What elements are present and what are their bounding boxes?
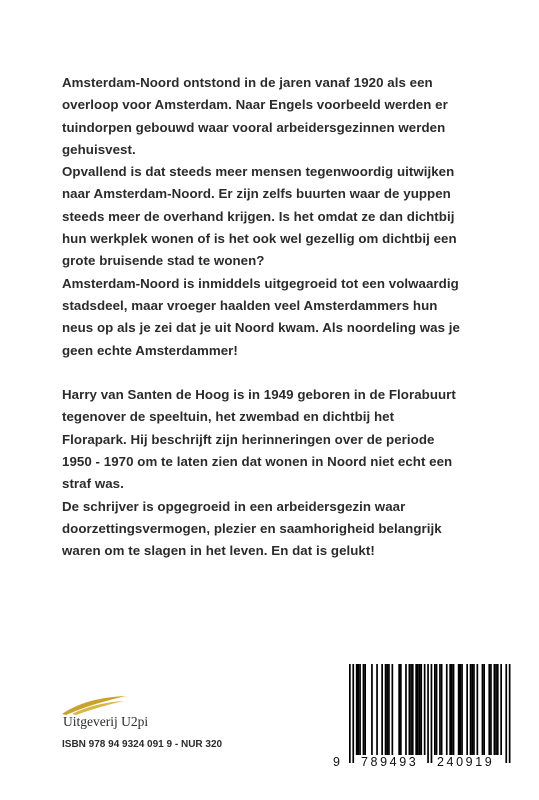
blurb-line: Amsterdam-Noord ontstond in de jaren vanaf 1920 als een (62, 75, 433, 90)
barcode-bar (453, 664, 455, 755)
barcode-bar (483, 664, 485, 755)
blurb-line: tegenover de speeltuin, het zwembad en dichtbij het (62, 409, 395, 425)
barcode-bar (400, 664, 402, 755)
barcode-bar (460, 664, 462, 755)
barcode-first-digit: 9 (333, 755, 340, 769)
blurb-line: tuindorpen gebouwd waar vooral arbeidersgezinnen werden (62, 119, 446, 135)
barcode-bar (449, 664, 451, 755)
back-cover-blurb (62, 72, 522, 563)
blurb-line: hun werkplek wonen of is het ook wel gezellig om dichtbij een (62, 231, 457, 247)
barcode-bar (495, 664, 497, 755)
barcode-digits (327, 755, 522, 771)
barcode-bar (412, 664, 414, 755)
barcode-bar (427, 664, 429, 763)
barcode-bar (439, 664, 441, 755)
blurb-paragraph-4 (62, 384, 522, 495)
blurb-line: straf was. (62, 476, 124, 492)
ean-barcode (327, 660, 522, 772)
barcode-bar (505, 664, 507, 763)
blurb-line: De schrijver is opgegroeid in een arbeidersgezin waar (62, 498, 406, 514)
blurb-paragraph-3 (62, 273, 522, 362)
barcode-bar (434, 664, 436, 755)
barcode-bar (441, 664, 443, 755)
barcode-bar (458, 664, 460, 755)
barcode-bar (385, 664, 387, 755)
barcode-bar (398, 664, 400, 755)
barcode-bar (388, 664, 390, 755)
barcode-bar (431, 664, 433, 763)
barcode-bar (420, 664, 422, 755)
blurb-paragraph-1 (62, 72, 522, 161)
barcode-bar (371, 664, 373, 755)
blurb-line: steeds meer de overhand krijgen. Is het omdat ze dan dichtbij (62, 208, 455, 224)
barcode-bar (424, 664, 426, 755)
swoosh-stroke-1 (62, 696, 126, 715)
barcode-bar (490, 664, 492, 755)
blurb-line: Florapark. Hij beschrijft zijn herinneringen over de periode (62, 431, 435, 447)
barcode-bar (470, 664, 472, 755)
blurb-line: stadsdeel, maar vroeger haalden veel Amsterdammers hun (62, 297, 438, 313)
quill-swoosh-icon (60, 694, 130, 716)
blurb-line: doorzettingsvermogen, plezier en saamhorigheid belangrijk (62, 520, 442, 536)
barcode-bar (436, 664, 438, 755)
blurb-line: waren om te slagen in het leven. En dat is gelukt! (62, 543, 375, 559)
blurb-paragraph-5 (62, 496, 522, 563)
blurb-paragraph-2 (62, 161, 522, 272)
barcode-bar (494, 664, 496, 755)
blurb-line: naar Amsterdam-Noord. Er zijn zelfs buurten waar de yuppen (62, 186, 451, 202)
barcode-bar (482, 664, 484, 755)
barcode-bar (405, 664, 407, 755)
barcode-bar (488, 664, 490, 755)
barcode-bar (376, 664, 378, 755)
barcode-bar (509, 664, 511, 763)
barcode-right-digits: 240919 (437, 755, 495, 769)
barcode-bar (410, 664, 412, 755)
barcode-bar (359, 664, 361, 755)
publisher-name: Uitgeverij U2pi (63, 714, 149, 729)
barcode-bar (364, 664, 366, 755)
barcode-bar (392, 664, 394, 755)
barcode-bar (477, 664, 479, 755)
barcode-bar (417, 664, 419, 755)
barcode-bar (381, 664, 383, 755)
barcode-bar (356, 664, 358, 755)
barcode-bar (419, 664, 421, 755)
blurb-line: gehuisvest. (62, 141, 136, 157)
barcode-bar (451, 664, 453, 755)
blurb-line: neus op als je zei dat je uit Noord kwam. Als noordeling was je (62, 320, 460, 336)
barcode-bar (363, 664, 365, 755)
blurb-line: geen echte Amsterdammer! (62, 342, 238, 358)
paragraph-spacer (62, 362, 522, 384)
barcode-bar (461, 664, 463, 755)
barcode-bar (386, 664, 388, 755)
blurb-line: overloop voor Amsterdam. Naar Engels voorbeeld werden er (62, 97, 448, 113)
barcode-bar (415, 664, 417, 755)
barcode-bar (358, 664, 360, 755)
barcode-bar (466, 664, 468, 755)
publisher-logo (60, 694, 180, 734)
barcode-bar (446, 664, 448, 755)
barcode-left-digits: 789493 (361, 755, 419, 769)
isbn-nur-line: ISBN 978 94 9324 091 9 - NUR 320 (62, 739, 223, 750)
blurb-line: 1950 - 1970 om te laten zien dat wonen in Noord niet echt een (62, 454, 453, 470)
barcode-bar (500, 664, 502, 755)
blurb-line: grote bruisende stad te wonen? (62, 253, 265, 269)
barcode-bar (349, 664, 351, 763)
barcode-bar (409, 664, 411, 755)
blurb-line: Harry van Santen de Hoog is in 1949 geboren in de Florabuurt (62, 387, 456, 403)
barcode-bar (352, 664, 354, 763)
barcode-bar (497, 664, 499, 755)
barcode-bar (473, 664, 475, 755)
barcode-bar (471, 664, 473, 755)
blurb-line: Amsterdam-Noord is inmiddels uitgegroeid tot een volwaardig (62, 275, 459, 291)
blurb-line: Opvallend is dat steeds meer mensen tegenwoordig uitwijken (62, 164, 455, 180)
